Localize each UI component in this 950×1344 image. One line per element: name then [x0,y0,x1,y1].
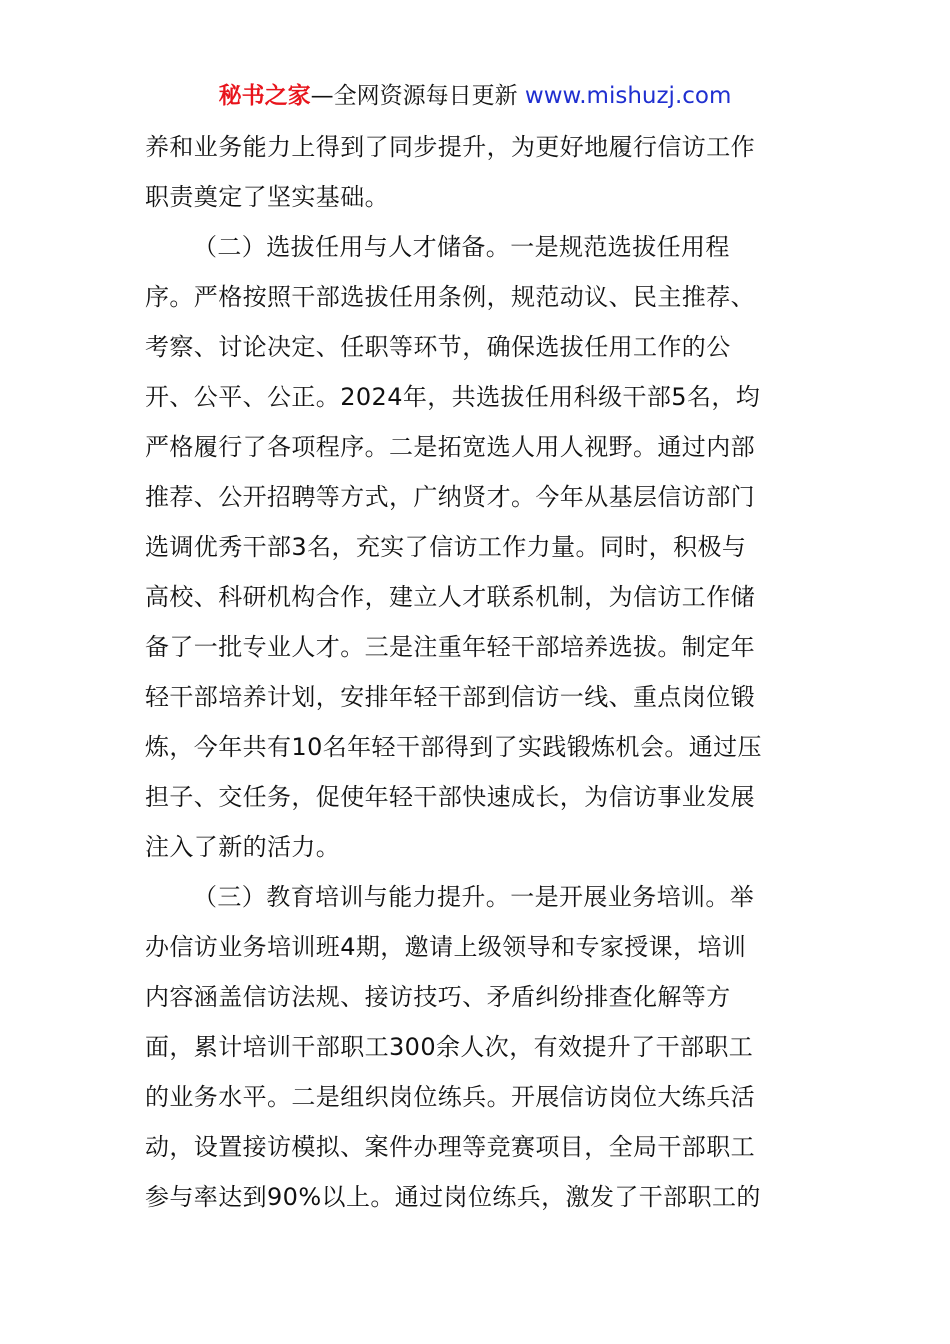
text-line: 考察、讨论决定、任职等环节，确保选拔任用工作的公 [145,333,731,361]
text-line: 开、公平、公正。2024年，共选拔任用科级干部5名，均 [145,383,761,411]
text-line: 高校、科研机构合作，建立人才联系机制，为信访工作储 [145,583,755,611]
text-line: 办信访业务培训班4期，邀请上级领导和专家授课，培训 [145,933,747,961]
text-line: 内容涵盖信访法规、接访技巧、矛盾纠纷排查化解等方 [145,983,731,1011]
brand-name: 秘书之家 [218,83,311,109]
text-line: 选调优秀干部3名，充实了信访工作力量。同时，积极与 [145,533,747,561]
site-url[interactable]: www.mishuzj.com [524,83,732,109]
text-line: 序。严格按照干部选拔任用条例，规范动议、民主推荐、 [145,283,755,311]
text-line: 注入了新的活力。 [145,833,341,861]
text-line: 备了一批专业人才。三是注重年轻干部培养选拔。制定年 [145,633,755,661]
text-line: 担子、交任务，促使年轻干部快速成长，为信访事业发展 [145,783,755,811]
text-line: 职责奠定了坚实基础。 [145,183,389,211]
text-line: 推荐、公开招聘等方式，广纳贤才。今年从基层信访部门 [145,483,755,511]
text-line: 的业务水平。二是组织岗位练兵。开展信访岗位大练兵活 [145,1083,755,1111]
section-heading-line: （三）教育培训与能力提升。一是开展业务培训。举 [193,883,755,911]
text-line: 动，设置接访模拟、案件办理等竞赛项目，全局干部职工 [145,1133,755,1161]
page-header [0,78,950,114]
text-line: 轻干部培养计划，安排年轻干部到信访一线、重点岗位锻 [145,683,755,711]
section-heading-line: （二）选拔任用与人才储备。一是规范选拔任用程 [193,233,730,261]
text-line: 严格履行了各项程序。二是拓宽选人用人视野。通过内部 [145,433,755,461]
header-tagline: —全网资源每日更新 [310,83,518,109]
document-body [145,122,810,1222]
text-line: 炼，今年共有10名年轻干部得到了实践锻炼机会。通过压 [145,733,762,761]
text-line: 养和业务能力上得到了同步提升，为更好地履行信访工作 [145,133,755,161]
text-line: 参与率达到90%以上。通过岗位练兵，激发了干部职工的 [145,1183,761,1211]
text-line: 面，累计培训干部职工300余人次，有效提升了干部职工 [145,1033,754,1061]
